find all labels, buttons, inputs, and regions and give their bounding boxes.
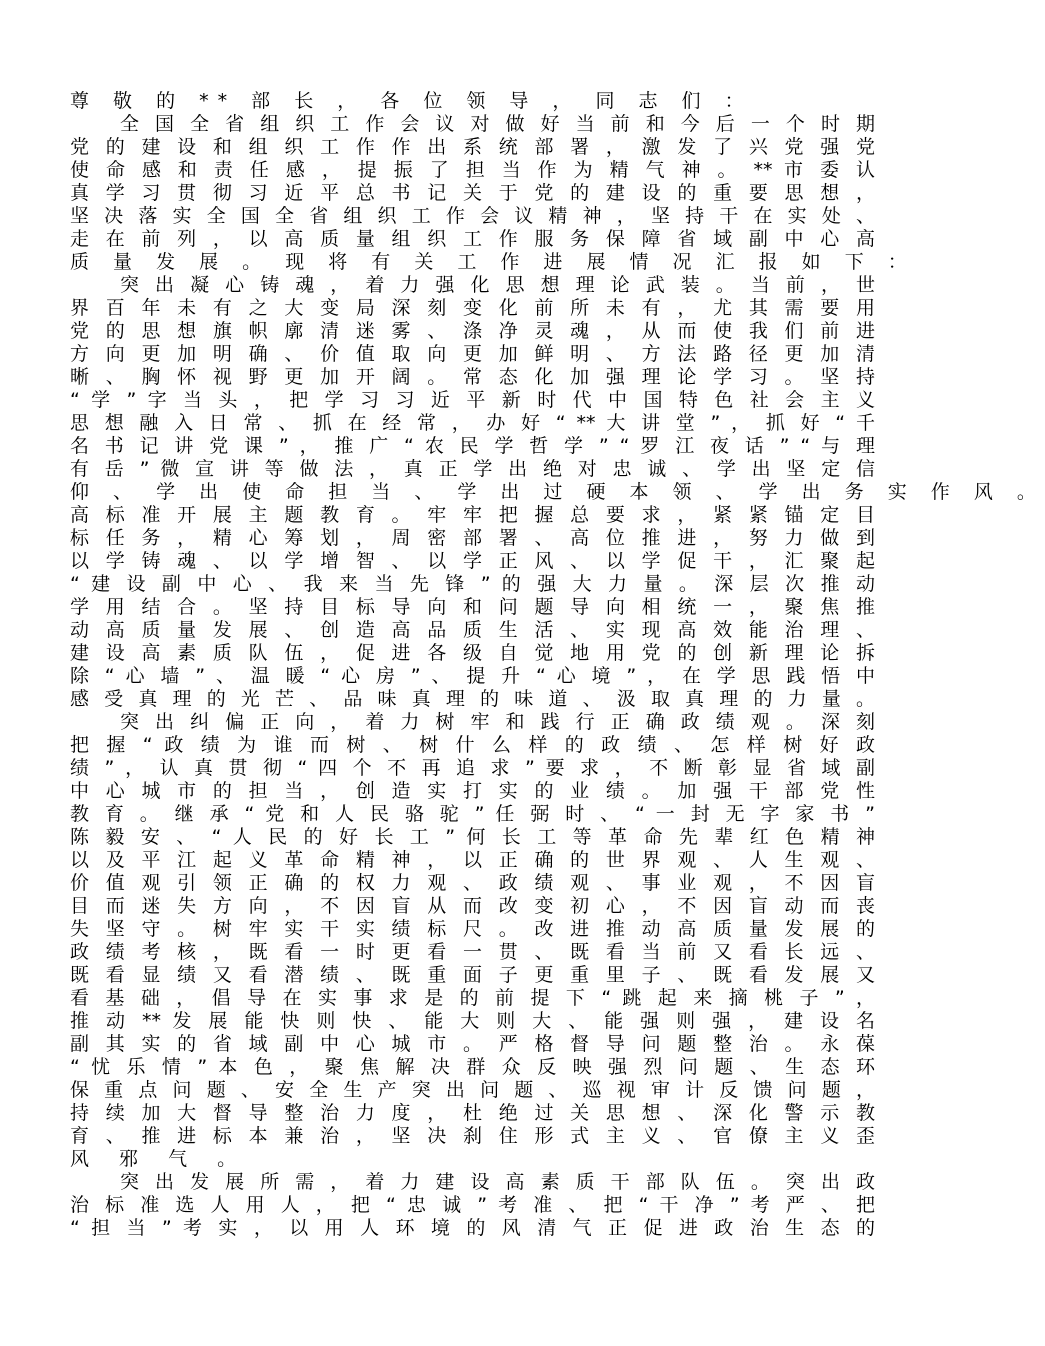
text-line: 界 百 年 未 有 之 大 变 局 深 刻 变 化 前 所 未 有 ， 尤 其 需 要 用 [70, 297, 875, 319]
text-line: 有 岳 ” 微 宣 讲 等 做 法 ， 真 正 学 出 绝 对 忠 诚 、 学 出 坚 定 信 [70, 458, 875, 480]
text-line: 使 命 感 和 责 任 感 ， 提 振 了 担 当 作 为 精 气 神 。 ** 市 委 认 [70, 159, 875, 181]
text-line: 感 受 真 理 的 光 芒 、 品 味 真 理 的 味 道 、 汲 取 真 理 的 力 量 。 [70, 688, 875, 710]
text-line: 推 动 ** 发 展 能 快 则 快 、 能 大 则 大 、 能 强 则 强 ， 建 设 名 [70, 1010, 875, 1032]
text-line: 育 、 推 进 标 本 兼 治 ， 坚 决 刹 住 形 式 主 义 、 官 僚 主 义 歪 [70, 1125, 875, 1147]
text-line: 风 邪 气 。 [70, 1148, 249, 1170]
text-line: 坚 决 落 实 全 国 全 省 组 织 工 作 会 议 精 神 ， 坚 持 干 在 实 处 、 [70, 205, 875, 227]
text-line: 学 用 结 合 。 坚 持 目 标 导 向 和 问 题 导 向 相 统 一 ， 聚 焦 推 [70, 596, 875, 618]
text-line: 价 值 观 引 领 正 确 的 权 力 观 、 政 绩 观 、 事 业 观 ， 不 因 盲 [70, 872, 875, 894]
text-line: “ 学 ” 字 当 头 ， 把 学 习 习 近 平 新 时 代 中 国 特 色 社 会 主 义 [70, 389, 875, 411]
text-line: 目 而 迷 失 方 向 ， 不 因 盲 从 而 改 变 初 心 ， 不 因 盲 动 而 丧 [70, 895, 875, 917]
text-line: 名 书 记 讲 党 课 ” ， 推 广 “ 农 民 学 哲 学 ” “ 罗 江 夜 话 ” “ 与 理 [70, 435, 875, 457]
text-line: 标 任 务 ， 精 心 筹 划 ， 周 密 部 署 、 高 位 推 进 ， 努 力 做 到 [70, 527, 875, 549]
text-line: 绩 ” ， 认 真 贯 彻 “ 四 个 不 再 追 求 ” 要 求 ， 不 断 彰 显 省 域 副 [70, 757, 875, 779]
text-line: 思 想 融 入 日 常 、 抓 在 经 常 ， 办 好 “ ** 大 讲 堂 ” ， 抓 好 “ 千 [70, 412, 875, 434]
text-line: 既 看 显 绩 又 看 潜 绩 、 既 重 面 子 更 重 里 子 、 既 看 发 展 又 [70, 964, 875, 986]
text-line: 陈 毅 安 、 “ 人 民 的 好 长 工 ” 何 长 工 等 革 命 先 辈 红 色 精 神 [70, 826, 875, 848]
text-line: 党 的 思 想 旗 帜 廓 清 迷 雾 、 涤 净 灵 魂 ， 从 而 使 我 们 前 进 [70, 320, 875, 342]
text-line: 以 学 铸 魂 、 以 学 增 智 、 以 学 正 风 、 以 学 促 干 ， 汇 聚 起 [70, 550, 875, 572]
text-line: 以 及 平 江 起 义 革 命 精 神 ， 以 正 确 的 世 界 观 、 人 生 观 、 [70, 849, 875, 871]
text-line: 全 国 全 省 组 织 工 作 会 议 对 做 好 当 前 和 今 后 一 个 时 期 [120, 113, 875, 135]
text-line: 仰 、 学 出 使 命 担 当 、 学 出 过 硬 本 领 、 学 出 务 实 作 风 。 [70, 481, 1045, 503]
section-heading-line: 突 出 发 展 所 需 ， 着 力 建 设 高 素 质 干 部 队 伍 。 突 出 政 [120, 1171, 875, 1193]
text-line: 失 坚 守 。 树 牢 实 干 实 绩 标 尺 。 改 进 推 动 高 质 量 发 展 的 [70, 918, 875, 940]
document-body [70, 90, 1045, 1240]
text-line: 真 学 习 贯 彻 习 近 平 总 书 记 关 于 党 的 建 设 的 重 要 思 想 ， [70, 182, 875, 204]
text-line: “ 担 当 ” 考 实 ， 以 用 人 环 境 的 风 清 气 正 促 进 政 治 生 态 的 [70, 1217, 875, 1239]
text-line: 晰 、 胸 怀 视 野 更 加 开 阔 。 常 态 化 加 强 理 论 学 习 。 坚 持 [70, 366, 875, 388]
text-line: 政 绩 考 核 ， 既 看 一 时 更 看 一 贯 、 既 看 当 前 又 看 长 远 、 [70, 941, 875, 963]
text-line: “ 忧 乐 情 ” 本 色 ， 聚 焦 解 决 群 众 反 映 强 烈 问 题 、 生 态 环 [70, 1056, 875, 1078]
text-line: 教 育 。 继 承 “ 党 和 人 民 骆 驼 ” 任 弼 时 、 “ 一 封 无 字 家 书 ” [70, 803, 875, 825]
section-heading-line: 突 出 凝 心 铸 魂 ， 着 力 强 化 思 想 理 论 武 装 。 当 前 ， 世 [120, 274, 875, 296]
text-line: 副 其 实 的 省 域 副 中 心 城 市 。 严 格 督 导 问 题 整 治 。 永 葆 [70, 1033, 875, 1055]
text-line: 质 量 发 展 。 现 将 有 关 工 作 进 展 情 况 汇 报 如 下 ： [70, 251, 916, 273]
text-line: 走 在 前 列 ， 以 高 质 量 组 织 工 作 服 务 保 障 省 域 副 中 心 高 [70, 228, 875, 250]
text-line: 动 高 质 量 发 展 、 创 造 高 品 质 生 活 、 实 现 高 效 能 治 理 、 [70, 619, 875, 641]
section-heading-line: 突 出 纠 偏 正 向 ， 着 力 树 牢 和 践 行 正 确 政 绩 观 。 深 刻 [120, 711, 875, 733]
text-line: 方 向 更 加 明 确 、 价 值 取 向 更 加 鲜 明 、 方 法 路 径 更 加 清 [70, 343, 875, 365]
text-line: 把 握 “ 政 绩 为 谁 而 树 、 树 什 么 样 的 政 绩 、 怎 样 树 好 政 [70, 734, 875, 756]
text-line: 看 基 础 ， 倡 导 在 实 事 求 是 的 前 提 下 “ 跳 起 来 摘 桃 子 ” ， [70, 987, 875, 1009]
salutation-line: 尊 敬 的 ** 部 长 ， 各 位 领 导 ， 同 志 们 ： [70, 90, 753, 112]
text-line: “ 建 设 副 中 心 、 我 来 当 先 锋 ” 的 强 大 力 量 。 深 层 次 推 动 [70, 573, 875, 595]
text-line: 中 心 城 市 的 担 当 ， 创 造 实 打 实 的 业 绩 。 加 强 干 部 党 性 [70, 780, 875, 802]
text-line: 治 标 准 选 人 用 人 ， 把 “ 忠 诚 ” 考 准 、 把 “ 干 净 ” 考 严 、 把 [70, 1194, 875, 1216]
text-line: 建 设 高 素 质 队 伍 ， 促 进 各 级 自 觉 地 用 党 的 创 新 理 论 拆 [70, 642, 875, 664]
text-line: 高 标 准 开 展 主 题 教 育 。 牢 牢 把 握 总 要 求 ， 紧 紧 锚 定 目 [70, 504, 875, 526]
text-line: 党 的 建 设 和 组 织 工 作 作 出 系 统 部 署 ， 激 发 了 兴 党 强 党 [70, 136, 875, 158]
text-line: 持 续 加 大 督 导 整 治 力 度 ， 杜 绝 过 关 思 想 、 深 化 警 示 教 [70, 1102, 875, 1124]
text-line: 保 重 点 问 题 、 安 全 生 产 突 出 问 题 、 巡 视 审 计 反 馈 问 题 ， [70, 1079, 875, 1101]
text-line: 除 “ 心 墙 ” 、 温 暖 “ 心 房 ” 、 提 升 “ 心 境 ” ， 在 学 思 践 悟 中 [70, 665, 875, 687]
